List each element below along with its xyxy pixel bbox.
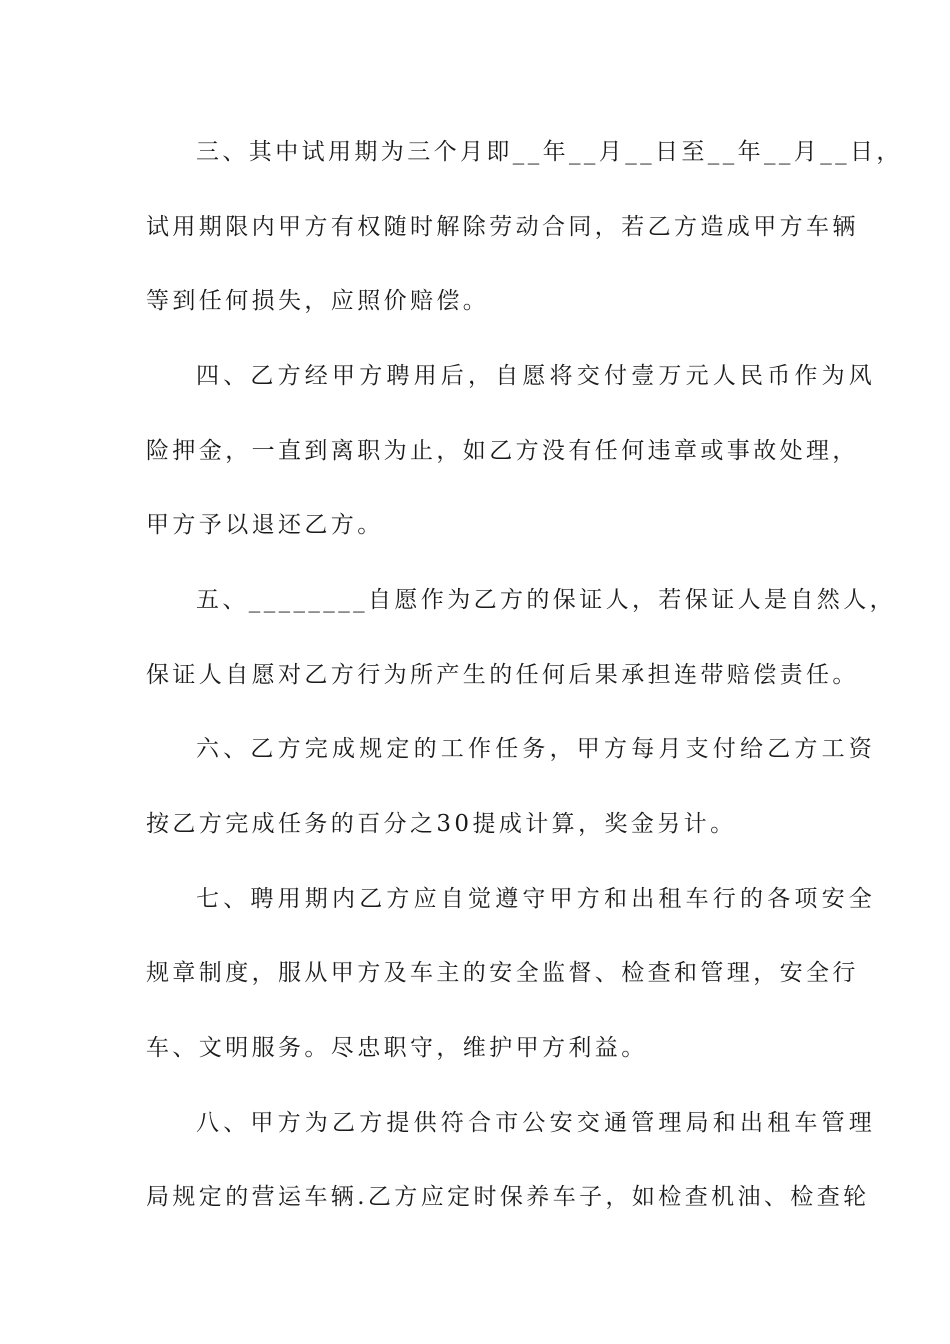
clause-3-line-2: 试用期限内甲方有权随时解除劳动合同，若乙方造成甲方车辆 (146, 214, 859, 240)
clause-5-line-1: 五、________自愿作为乙方的保证人，若保证人是自然人， (196, 587, 896, 613)
clause-7-line-2: 规章制度，服从甲方及车主的安全监督、检查和管理，安全行 (146, 960, 859, 986)
clause-8-line-1: 八、甲方为乙方提供符合市公安交通管理局和出租车管理 (196, 1110, 876, 1136)
clause-8-line-2: 局规定的营运车辆.乙方应定时保养车子，如检查机油、检查轮 (146, 1184, 870, 1210)
clause-4-line-2: 险押金，一直到离职为止，如乙方没有任何违章或事故处理， (146, 438, 859, 464)
clause-6-line-2: 按乙方完成任务的百分之30提成计算，奖金另计。 (146, 811, 737, 837)
clause-7-line-1: 七、聘用期内乙方应自觉遵守甲方和出租车行的各项安全 (196, 886, 876, 912)
clause-3-line-1: 三、其中试用期为三个月即__年__月__日至__年__月__日， (196, 139, 903, 165)
clause-3-line-3: 等到任何损失，应照价赔偿。 (146, 288, 490, 314)
clause-5-line-2: 保证人自愿对乙方行为所产生的任何后果承担连带赔偿责任。 (146, 662, 859, 688)
clause-4-line-1: 四、乙方经甲方聘用后，自愿将交付壹万元人民币作为风 (196, 363, 876, 389)
clause-4-line-3: 甲方予以退还乙方。 (146, 512, 384, 538)
clause-7-line-3: 车、文明服务。尽忠职守，维护甲方利益。 (146, 1035, 648, 1061)
clause-6-line-1: 六、乙方完成规定的工作任务，甲方每月支付给乙方工资 (196, 736, 876, 762)
